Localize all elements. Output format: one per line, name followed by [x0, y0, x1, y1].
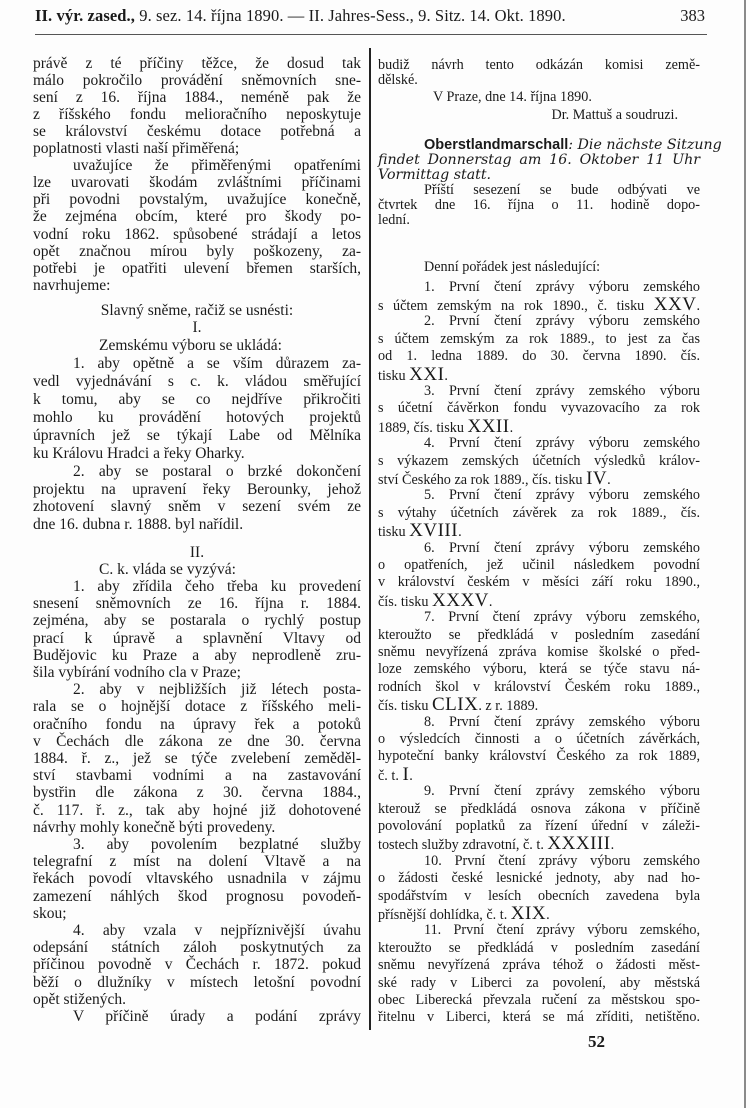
- right-text-line: 8. První čtení zprávy zemského výboru: [424, 713, 700, 730]
- right-text-line: dělské.: [378, 72, 418, 88]
- right-text-line: 1. První čtení zprávy výboru zemského: [424, 278, 700, 295]
- left-text-line: uvažujíce že přiměřenými opatřeními: [73, 157, 361, 175]
- text-segment: .: [509, 419, 514, 436]
- text-segment: : Die nächste Sitzung: [568, 136, 722, 153]
- left-text-line: 3. aby povolením bezplatné služby: [73, 835, 361, 853]
- right-text-line: 6. První čtení zprávy výboru zemského: [424, 539, 700, 556]
- left-text-line: č. 117. ř. z., tak aby hojné již dohotovené: [33, 801, 361, 819]
- left-text-line: při povodni povstalým, uvažujíce konečně,: [33, 191, 361, 209]
- text-segment: tisku: [378, 367, 410, 384]
- left-text-line: lze uvarovati škodám zvláštními příčinami: [33, 174, 361, 192]
- left-text-line: projektu na upravení řeky Berounky, jehož: [33, 480, 361, 498]
- right-text-line: o výsledcích činnosti a o účetních závěrkách,: [378, 730, 700, 747]
- right-text-line: spodářstvím v lesích obecních zavedena byla: [378, 887, 700, 904]
- left-text-line: příčinou povodně v Čechách r. 1872. pokud: [33, 956, 361, 974]
- right-text-line: [378, 415, 700, 437]
- left-text-line: 1. aby zřídila čeho třeba ku provedení: [73, 577, 361, 595]
- left-text-line: navrhujeme:: [33, 276, 111, 294]
- right-text-line: findet Donnerstag am 16. Oktober 11 Uhr: [378, 151, 700, 168]
- right-text-line: V Praze, dne 14. října 1890.: [433, 88, 592, 105]
- right-text-line: s účetní čávěrkon fondu vyvazovacího za rok: [378, 400, 700, 417]
- right-text-line: 3. První čtení zprávy zemského výboru: [424, 382, 700, 399]
- right-text-line: 9. První čtení zprávy zemského výboru: [424, 783, 700, 800]
- left-text-line: mohlo ku provádění hotových projektů: [33, 408, 361, 426]
- right-text-line: 7. První čtení zprávy výboru zemského,: [424, 609, 700, 626]
- header-title-rest: 9. sez. 14. října 1890. — II. Jahres-Sess., 9. Sitz. 14. Okt. 1890.: [135, 6, 566, 25]
- print-number: XXXIII: [547, 833, 611, 855]
- right-text-line: rodních škol v království Českém roku 1889.,: [378, 678, 700, 695]
- left-text-line: 2. aby se postaral o brzké dokončení: [73, 462, 361, 480]
- right-text-line: ské rady v Liberci za povolení, aby městská: [378, 974, 700, 991]
- left-text-line: dne 16. dubna r. 1888. byl nařídil.: [33, 516, 244, 534]
- left-text-line: opět značnou mírou byly poškozeny, za-: [33, 242, 361, 260]
- right-text-line: řitelnu v Liberci, která se má zříditi, netištěno.: [378, 1009, 700, 1026]
- left-text-line: vedl vyjednávání s c. k. vládou směřující: [33, 373, 361, 391]
- right-text-line: Denní pořádek jest následující:: [424, 258, 601, 275]
- text-segment: č. t.: [378, 767, 403, 784]
- left-text-line: úpravních jež se týkají Labe od Mělníka: [33, 426, 361, 444]
- right-text-line: kteroužto se předkládá v posledním zasedání: [378, 939, 700, 956]
- text-segment: .: [458, 524, 462, 541]
- right-text-line: [378, 833, 700, 855]
- text-segment: ství Českého za rok 1889., čís. tisku: [378, 471, 587, 488]
- left-text-line: k tomu, aby se co nejdříve přikročiti: [33, 391, 361, 408]
- right-text-line: [378, 694, 700, 716]
- left-text-line: V příčině úrady a podání zprávy: [73, 1007, 361, 1025]
- left-text-line: se království českému dotace potřebná a: [33, 122, 361, 140]
- left-text-line: skou;: [33, 904, 67, 922]
- right-text-line: sněmu nevyřízená zpráva komise školské o před-: [378, 643, 700, 660]
- print-number: I: [402, 763, 410, 785]
- right-text-line: [378, 902, 700, 924]
- right-text-line: 2. První čtení zprávy výboru zemského: [424, 313, 700, 330]
- left-text-line: I.: [192, 319, 202, 337]
- left-text-line: telegrafní z míst na dolení Vltavě a na: [33, 853, 361, 871]
- right-text-line: 5. První čtení zprávy výboru zemského: [424, 487, 700, 504]
- left-text-line: C. k. vláda se vyzývá:: [99, 560, 236, 578]
- left-text-line: prací k úpravě a splavnění Vltavy od: [33, 629, 361, 647]
- right-text-line: [378, 293, 700, 315]
- column-divider: [369, 48, 371, 1030]
- left-text-line: II.: [189, 543, 205, 561]
- left-text-line: že zejména obcím, které pro škody po-: [33, 208, 361, 226]
- left-text-line: Slavný sněme, račiž se usnésti:: [100, 301, 294, 319]
- left-text-line: bystřin dle zákona z 30. června 1884.,: [33, 784, 361, 802]
- right-text-line: o žádosti české lesnické jednoty, aby nad ho-: [378, 870, 700, 887]
- left-text-line: zhotovení slavný sněm v sezení svém ze: [33, 498, 361, 516]
- left-text-line: 2. aby v nejbližších již létech posta-: [73, 681, 361, 699]
- left-text-line: ství stavbami vodními a na zastavování: [33, 767, 361, 785]
- right-text-line: Vormittag statt.: [378, 166, 492, 183]
- header-title-bold: II. výr. zased.,: [35, 6, 135, 25]
- header-title: [35, 6, 566, 26]
- page-number: 383: [680, 6, 705, 25]
- right-text-line: 10. První čtení zprávy výboru zemského: [424, 852, 700, 869]
- right-text-line: hypoteční banky království Českého za rok 1889,: [378, 748, 700, 765]
- left-text-line: zejména, aby se postarala o rychlý postup: [33, 612, 361, 630]
- text-segment: .: [607, 471, 611, 488]
- right-text-line: obec Liberecká převzala ručení za městskou spo-: [378, 991, 700, 1008]
- left-text-line: Zemskému výboru se ukládá:: [99, 337, 282, 355]
- text-segment: 1889, čís. tisku: [378, 419, 468, 436]
- right-text-line: [378, 589, 700, 611]
- left-text-line: opět stižených.: [33, 990, 126, 1008]
- text-segment: přísnější dohlídka, č. t.: [378, 906, 511, 923]
- right-text-line: Příští sesezení se bude odbývati ve: [424, 181, 700, 198]
- print-number: XXV: [653, 293, 697, 315]
- right-text-line: [378, 763, 700, 785]
- right-text-line: kteroužto se předkládá v posledním zasedání: [378, 626, 700, 643]
- print-number: XIX: [510, 902, 547, 924]
- right-text-line: čtvrtek dne 16. října o 11. hodině dopo-: [378, 196, 700, 213]
- left-text-line: sení z 16. října 1884., neméně pak že: [33, 88, 361, 106]
- left-text-line: běží o dlužníky v místech letošní povodní: [33, 973, 361, 991]
- print-number: XXII: [467, 415, 510, 437]
- left-text-line: návrhy mohly konečně býti provedeny.: [33, 818, 276, 836]
- text-segment: .: [696, 297, 700, 314]
- text-segment: čís. tisku: [378, 593, 432, 610]
- header-rule: [35, 34, 707, 35]
- left-text-line: vodní roku 1862. spůsobené strádají a letos: [33, 225, 361, 243]
- page-header: [35, 6, 707, 30]
- right-text-line: [378, 520, 700, 542]
- right-text-line: s výkazem zemských účetních výsledků králov-: [378, 452, 700, 469]
- left-text-line: právě z té příčiny těžce, že dosud tak: [33, 54, 361, 72]
- right-text-line: s výtahy účetních závěrek za rok 1889., čís.: [378, 504, 700, 521]
- right-text-line: povolování poplatků za řízení úřední v záleži-: [378, 817, 700, 834]
- right-text-line: [378, 467, 700, 489]
- text-segment: tisku: [378, 524, 410, 541]
- left-text-line: snesení sněmovních ze 16. října r. 1884.: [33, 595, 361, 613]
- right-text-line: loze zemského výboru, která se týče stavu ná-: [378, 661, 700, 678]
- scan-edge: [744, 0, 746, 1108]
- left-text-line: oračního fondu na úpravy řek a potoků: [33, 715, 361, 733]
- left-text-line: ku Královu Hradci a řeky Oharky.: [33, 444, 245, 462]
- right-text-line: [378, 363, 700, 385]
- right-text-line: 4. První čtení zprávy výboru zemského: [424, 435, 700, 452]
- print-number: CLIX: [432, 694, 479, 716]
- left-text-line: Budějovic ku Praze a aby neprodleně zru-: [33, 646, 361, 664]
- text-segment: s účtem zemským na rok 1890., č. tisku: [378, 297, 654, 314]
- speaker-name: Oberstlandmarschall: [424, 136, 569, 153]
- left-text-line: 4. aby vzala v nejpříznivější úvahu: [73, 921, 361, 939]
- left-text-line: rala se o hojnější dotace z říšského meli-: [33, 698, 361, 716]
- right-text-line: lední.: [378, 211, 410, 228]
- right-text-line: budiž návrh tento odkázán komisi země-: [378, 56, 700, 73]
- right-text-line: sněmu nevyřízená zpráva téhož o žádosti měst-: [378, 957, 700, 974]
- print-number: XXI: [409, 363, 445, 385]
- left-text-line: odepsání státních záloh poskytnutých za: [33, 939, 361, 957]
- print-number: IV: [586, 467, 608, 489]
- left-text-line: řekách povodí vltavského usnadnila v zájmu: [33, 870, 361, 888]
- right-text-line: o opatřeních, jež učinil následkem povodní: [378, 556, 700, 573]
- text-segment: . z r. 1889.: [478, 698, 539, 715]
- left-text-line: v Čechách dle zákona ze dne 30. června: [33, 732, 361, 750]
- text-segment: čís. tisku: [378, 698, 432, 715]
- sheet-number: 52: [588, 1032, 605, 1051]
- right-text-line: 11. První čtení zprávy výboru zemského,: [424, 922, 700, 939]
- text-segment: .: [610, 837, 615, 854]
- text-segment: .: [546, 906, 550, 923]
- left-text-line: málo pokročilo provádění sněmovních sne-: [33, 71, 361, 89]
- left-text-line: šila vybírání vodního cla v Praze;: [33, 663, 241, 681]
- left-text-line: 1884. ř. z., jež se týče zvelebení zeměděl-: [33, 749, 361, 767]
- text-segment: tostech služby zdravotní, č. t.: [378, 837, 548, 854]
- text-segment: .: [444, 367, 448, 384]
- left-text-line: poplatnosti vlasti naší přiměřená;: [33, 140, 240, 157]
- right-text-line: Dr. Mattuš a soudruzi.: [551, 106, 678, 123]
- print-number: XXXV: [432, 589, 489, 611]
- print-number: XVIII: [409, 520, 459, 542]
- right-text-line: kterouž se předkládá osnova zákona v příčině: [378, 800, 700, 817]
- left-text-line: 1. aby opětně a se vším důrazem za-: [73, 355, 361, 373]
- left-text-line: potřebi je opatřiti ulevení břemen starších,: [33, 259, 361, 277]
- text-segment: .: [488, 593, 493, 610]
- right-text-line: s účtem zemským za rok 1889., to jest za čas: [378, 330, 700, 347]
- right-text-line: od 1. ledna 1889. do 30. června 1890. čís.: [378, 348, 700, 365]
- left-text-line: zamezení náhlých škod prognosu povodeň-: [33, 887, 361, 905]
- right-text-line: v království českém v měsíci září roku 1890.,: [378, 574, 700, 591]
- text-segment: .: [409, 767, 413, 784]
- left-text-line: z říšského fondu melioračního neposkytuje: [33, 105, 361, 123]
